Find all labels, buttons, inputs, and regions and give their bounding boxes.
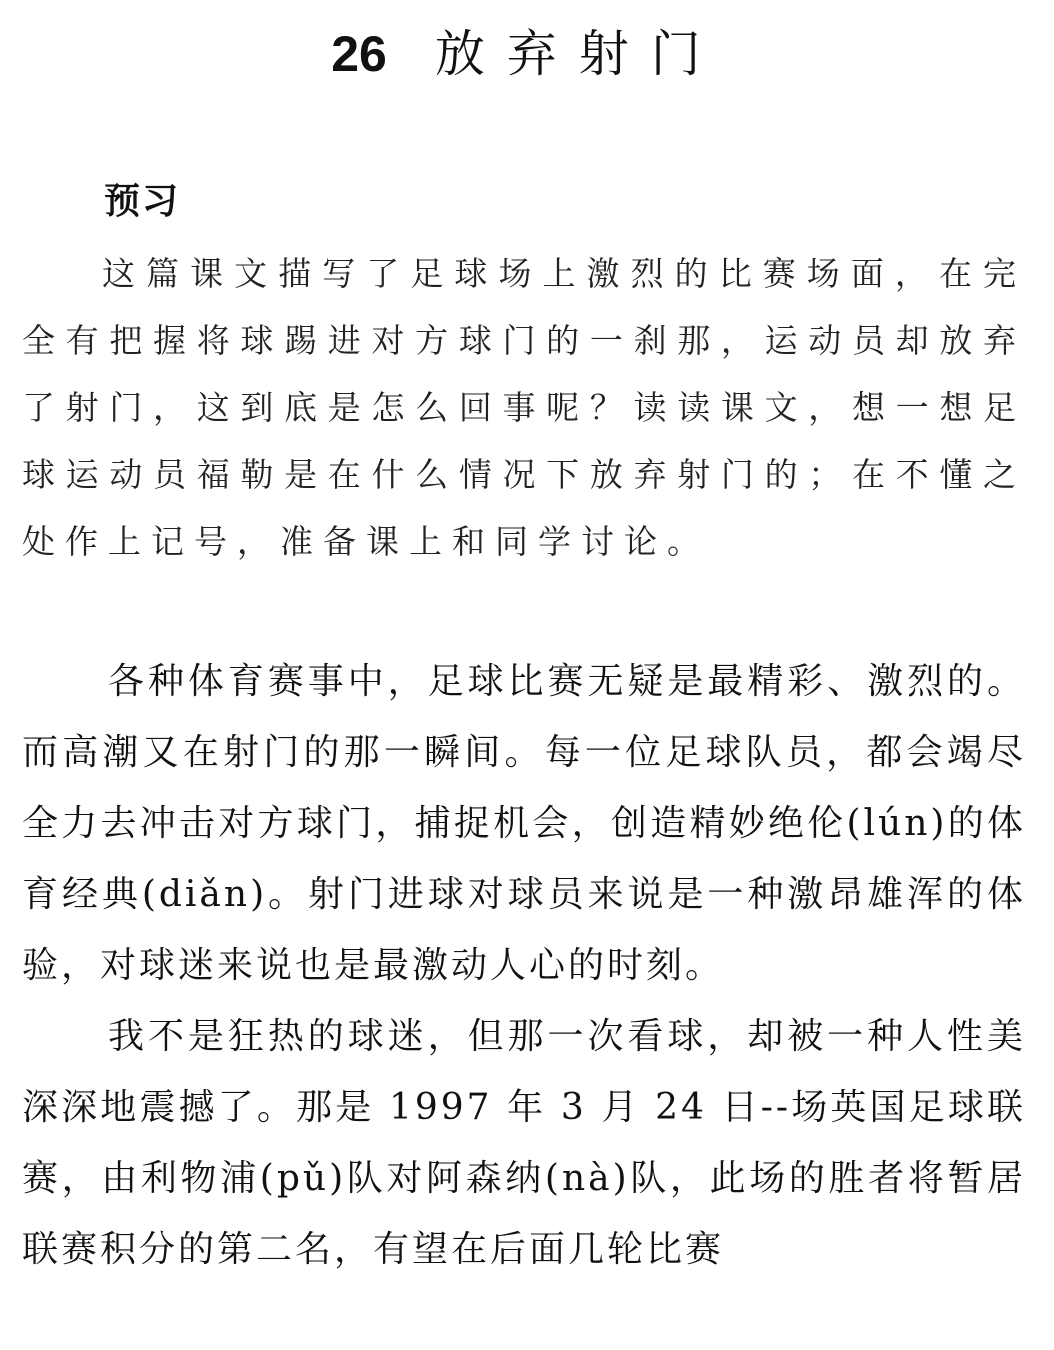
lesson-title-text: 放弃射门: [434, 25, 723, 83]
preview-heading: 预习: [104, 181, 181, 222]
body-paragraph-1: 各种体育赛事中，足球比赛无疑是最精彩、激烈的。而高潮又在射门的那一瞬间。每一位足球队员，都会竭尽全力去冲击对方球门，捕捉机会，创造精妙绝伦(lún)的体育经典(diǎn)。射门进球对球员来说是一种激昂雄浑的体验，对球迷来说也是最激动人心的时刻。: [22, 661, 1026, 986]
lesson-title: [0, 22, 1054, 86]
preview-text: 这篇课文描写了足球场上激烈的比赛场面，在完全有把握将球踢进对方球门的一刹那，运动员却放弃了射门，这到底是怎么回事呢？读读课文，想一想足球运动员福勒是在什么情况下放弃射门的；在不懂之处作上记号，准备课上和同学讨论。: [22, 254, 1026, 561]
lesson-number: 26: [331, 26, 387, 82]
body-paragraph-2: 我不是狂热的球迷，但那一次看球，却被一种人性美深深地震撼了。那是 1997 年 3 月 24 日--场英国足球联赛，由利物浦(pǔ)队对阿森纳(nà)队，此场的胜者将暂居联赛积分的第二名，有望在后面几轮比赛: [22, 1016, 1026, 1270]
lesson-body: [22, 646, 1026, 1285]
